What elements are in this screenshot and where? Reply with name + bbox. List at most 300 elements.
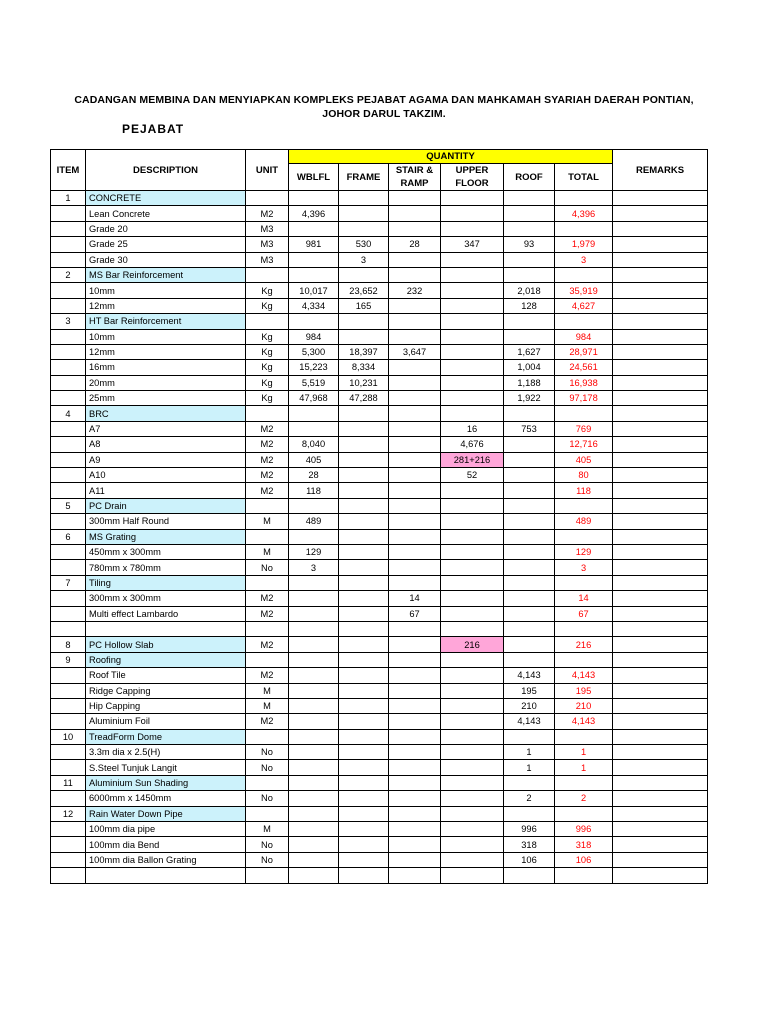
remarks-cell <box>613 314 708 329</box>
upper-floor-cell: 4,676 <box>441 437 504 452</box>
roof-cell: 4,143 <box>504 714 555 729</box>
wblfl-cell <box>289 314 339 329</box>
unit-cell: Kg <box>246 298 289 313</box>
roof-cell: 128 <box>504 298 555 313</box>
item-cell <box>51 668 86 683</box>
item-cell <box>51 714 86 729</box>
upper-floor-cell <box>441 745 504 760</box>
total-cell: 16,938 <box>555 375 613 390</box>
unit-cell: M2 <box>246 483 289 498</box>
wblfl-cell: 5,300 <box>289 344 339 359</box>
remarks-cell <box>613 483 708 498</box>
roof-cell <box>504 437 555 452</box>
upper-floor-cell <box>441 621 504 636</box>
remarks-cell <box>613 606 708 621</box>
upper-floor-cell <box>441 360 504 375</box>
wblfl-cell <box>289 606 339 621</box>
description-cell: 6000mm x 1450mm <box>86 791 246 806</box>
item-cell <box>51 621 86 636</box>
remarks-cell <box>613 652 708 667</box>
roof-cell: 1,627 <box>504 344 555 359</box>
item-cell: 8 <box>51 637 86 652</box>
total-cell <box>555 775 613 790</box>
stair-ramp-cell: 232 <box>389 283 441 298</box>
frame-cell <box>339 837 389 852</box>
stair-ramp-cell <box>389 560 441 575</box>
frame-cell: 47,288 <box>339 391 389 406</box>
unit-cell: M <box>246 514 289 529</box>
unit-cell: M <box>246 683 289 698</box>
stair-ramp-cell <box>389 668 441 683</box>
frame-cell <box>339 621 389 636</box>
remarks-cell <box>613 637 708 652</box>
unit-cell <box>246 775 289 790</box>
frame-cell <box>339 221 389 236</box>
total-cell: 4,396 <box>555 206 613 221</box>
unit-cell: M2 <box>246 591 289 606</box>
wblfl-cell <box>289 837 339 852</box>
upper-floor-cell <box>441 314 504 329</box>
frame-cell <box>339 437 389 452</box>
frame-cell <box>339 544 389 559</box>
description-cell: A8 <box>86 437 246 452</box>
table-row <box>51 375 708 390</box>
table-body <box>51 191 708 884</box>
wblfl-cell <box>289 406 339 421</box>
description-cell: 100mm dia Ballon Grating <box>86 852 246 867</box>
wblfl-cell <box>289 868 339 883</box>
item-cell <box>51 745 86 760</box>
wblfl-cell <box>289 683 339 698</box>
stair-ramp-cell <box>389 791 441 806</box>
description-cell: TreadForm Dome <box>86 729 246 744</box>
table-row <box>51 514 708 529</box>
frame-cell <box>339 775 389 790</box>
stair-ramp-cell <box>389 314 441 329</box>
description-cell <box>86 868 246 883</box>
table-row <box>51 221 708 236</box>
description-cell: 3.3m dia x 2.5(H) <box>86 745 246 760</box>
table-row <box>51 483 708 498</box>
roof-cell <box>504 406 555 421</box>
item-cell <box>51 298 86 313</box>
item-cell <box>51 252 86 267</box>
description-cell: PC Drain <box>86 498 246 513</box>
table-row <box>51 729 708 744</box>
roof-cell <box>504 252 555 267</box>
unit-cell: M <box>246 544 289 559</box>
stair-ramp-cell <box>389 267 441 282</box>
table-row <box>51 206 708 221</box>
frame-cell <box>339 406 389 421</box>
wblfl-cell <box>289 498 339 513</box>
wblfl-cell: 3 <box>289 560 339 575</box>
wblfl-cell <box>289 852 339 867</box>
upper-floor-cell <box>441 329 504 344</box>
wblfl-cell: 129 <box>289 544 339 559</box>
frame-cell: 165 <box>339 298 389 313</box>
table-row <box>51 760 708 775</box>
remarks-cell <box>613 298 708 313</box>
upper-floor-cell <box>441 852 504 867</box>
unit-cell: Kg <box>246 360 289 375</box>
total-cell <box>555 806 613 821</box>
total-cell: 14 <box>555 591 613 606</box>
stair-ramp-cell <box>389 698 441 713</box>
total-cell <box>555 868 613 883</box>
wblfl-cell: 10,017 <box>289 283 339 298</box>
roof-cell <box>504 652 555 667</box>
item-cell <box>51 791 86 806</box>
remarks-cell <box>613 714 708 729</box>
frame-cell: 3 <box>339 252 389 267</box>
wblfl-cell <box>289 668 339 683</box>
roof-cell <box>504 621 555 636</box>
table-row <box>51 575 708 590</box>
roof-cell <box>504 221 555 236</box>
roof-cell: 106 <box>504 852 555 867</box>
description-cell: 300mm x 300mm <box>86 591 246 606</box>
total-cell <box>555 498 613 513</box>
total-cell: 35,919 <box>555 283 613 298</box>
description-cell: CONCRETE <box>86 191 246 206</box>
stair-ramp-cell: 14 <box>389 591 441 606</box>
header-upper-floor <box>441 164 504 191</box>
remarks-cell <box>613 621 708 636</box>
stair-ramp-cell <box>389 852 441 867</box>
description-cell: 100mm dia pipe <box>86 822 246 837</box>
frame-cell <box>339 468 389 483</box>
roof-cell <box>504 452 555 467</box>
unit-cell: M2 <box>246 637 289 652</box>
stair-ramp-cell <box>389 652 441 667</box>
remarks-cell <box>613 391 708 406</box>
item-cell <box>51 452 86 467</box>
unit-cell: No <box>246 560 289 575</box>
unit-cell: M2 <box>246 468 289 483</box>
frame-cell <box>339 191 389 206</box>
description-cell: 10mm <box>86 329 246 344</box>
upper-floor-cell <box>441 775 504 790</box>
unit-cell: M2 <box>246 668 289 683</box>
stair-ramp-cell <box>389 683 441 698</box>
document-title-line-1: CADANGAN MEMBINA DAN MENYIAPKAN KOMPLEKS PEJABAT AGAMA DAN MAHKAMAH SYARIAH DAERAH PONTIAN, <box>74 94 694 106</box>
total-cell <box>555 406 613 421</box>
total-cell <box>555 191 613 206</box>
roof-cell: 210 <box>504 698 555 713</box>
unit-cell: No <box>246 852 289 867</box>
remarks-cell <box>613 729 708 744</box>
total-cell <box>555 575 613 590</box>
description-cell: 10mm <box>86 283 246 298</box>
total-cell <box>555 729 613 744</box>
remarks-cell <box>613 837 708 852</box>
roof-cell: 2 <box>504 791 555 806</box>
header-stair-ramp <box>389 164 441 191</box>
roof-cell <box>504 729 555 744</box>
table-row <box>51 329 708 344</box>
remarks-cell <box>613 806 708 821</box>
stair-ramp-cell: 67 <box>389 606 441 621</box>
stair-ramp-cell <box>389 406 441 421</box>
description-cell: Hip Capping <box>86 698 246 713</box>
total-cell: 4,143 <box>555 668 613 683</box>
frame-cell <box>339 822 389 837</box>
upper-floor-cell <box>441 514 504 529</box>
item-cell <box>51 344 86 359</box>
unit-cell <box>246 267 289 282</box>
unit-cell: M <box>246 822 289 837</box>
item-cell <box>51 822 86 837</box>
roof-cell: 1,004 <box>504 360 555 375</box>
unit-cell: M2 <box>246 437 289 452</box>
table-row <box>51 344 708 359</box>
unit-cell: No <box>246 760 289 775</box>
upper-floor-cell: 347 <box>441 237 504 252</box>
total-cell: 195 <box>555 683 613 698</box>
item-cell <box>51 544 86 559</box>
item-cell <box>51 206 86 221</box>
table-row <box>51 637 708 652</box>
header-unit: UNIT <box>246 150 289 191</box>
document-title-line-2: JOHOR DARUL TAKZIM. <box>322 108 446 120</box>
roof-cell <box>504 267 555 282</box>
roof-cell: 753 <box>504 421 555 436</box>
stair-ramp-cell <box>389 714 441 729</box>
item-cell: 6 <box>51 529 86 544</box>
wblfl-cell <box>289 421 339 436</box>
table-row <box>51 437 708 452</box>
unit-cell: M3 <box>246 237 289 252</box>
unit-cell <box>246 529 289 544</box>
roof-cell <box>504 868 555 883</box>
frame-cell <box>339 421 389 436</box>
upper-floor-cell <box>441 837 504 852</box>
frame-cell <box>339 514 389 529</box>
frame-cell: 8,334 <box>339 360 389 375</box>
header-total: TOTAL <box>555 164 613 191</box>
total-cell: 216 <box>555 637 613 652</box>
wblfl-cell <box>289 698 339 713</box>
description-cell: Grade 30 <box>86 252 246 267</box>
unit-cell <box>246 498 289 513</box>
stair-ramp-cell <box>389 868 441 883</box>
total-cell: 28,971 <box>555 344 613 359</box>
total-cell: 129 <box>555 544 613 559</box>
wblfl-cell <box>289 575 339 590</box>
frame-cell: 18,397 <box>339 344 389 359</box>
roof-cell <box>504 483 555 498</box>
unit-cell: M3 <box>246 252 289 267</box>
item-cell <box>51 606 86 621</box>
stair-ramp-cell <box>389 298 441 313</box>
item-cell: 9 <box>51 652 86 667</box>
description-cell: Grade 20 <box>86 221 246 236</box>
unit-cell: M2 <box>246 606 289 621</box>
roof-cell <box>504 514 555 529</box>
upper-floor-cell <box>441 283 504 298</box>
table-row <box>51 852 708 867</box>
total-cell: 24,561 <box>555 360 613 375</box>
item-cell <box>51 329 86 344</box>
table-row <box>51 606 708 621</box>
total-cell: 3 <box>555 560 613 575</box>
stair-ramp-cell <box>389 221 441 236</box>
upper-floor-cell <box>441 267 504 282</box>
roof-cell <box>504 544 555 559</box>
upper-floor-cell <box>441 683 504 698</box>
roof-cell <box>504 468 555 483</box>
frame-cell <box>339 206 389 221</box>
stair-ramp-cell <box>389 729 441 744</box>
upper-floor-cell <box>441 191 504 206</box>
header-upper-line2: FLOOR <box>455 178 489 189</box>
wblfl-cell: 47,968 <box>289 391 339 406</box>
item-cell: 7 <box>51 575 86 590</box>
roof-cell <box>504 806 555 821</box>
bill-of-quantities-table <box>50 149 708 884</box>
description-cell: 12mm <box>86 298 246 313</box>
remarks-cell <box>613 360 708 375</box>
description-cell: Roofing <box>86 652 246 667</box>
unit-cell <box>246 621 289 636</box>
frame-cell <box>339 529 389 544</box>
stair-ramp-cell <box>389 544 441 559</box>
upper-floor-cell <box>441 652 504 667</box>
stair-ramp-cell <box>389 252 441 267</box>
total-cell <box>555 221 613 236</box>
item-cell: 11 <box>51 775 86 790</box>
wblfl-cell: 405 <box>289 452 339 467</box>
wblfl-cell <box>289 745 339 760</box>
wblfl-cell <box>289 621 339 636</box>
table-row <box>51 591 708 606</box>
total-cell: 67 <box>555 606 613 621</box>
remarks-cell <box>613 437 708 452</box>
item-cell: 10 <box>51 729 86 744</box>
wblfl-cell: 984 <box>289 329 339 344</box>
roof-cell <box>504 529 555 544</box>
roof-cell: 1 <box>504 745 555 760</box>
table-row <box>51 406 708 421</box>
remarks-cell <box>613 822 708 837</box>
upper-floor-cell: 16 <box>441 421 504 436</box>
description-cell: A7 <box>86 421 246 436</box>
upper-floor-cell <box>441 760 504 775</box>
description-cell: HT Bar Reinforcement <box>86 314 246 329</box>
frame-cell <box>339 668 389 683</box>
frame-cell <box>339 267 389 282</box>
wblfl-cell: 15,223 <box>289 360 339 375</box>
total-cell: 4,627 <box>555 298 613 313</box>
wblfl-cell <box>289 775 339 790</box>
remarks-cell <box>613 375 708 390</box>
frame-cell <box>339 745 389 760</box>
wblfl-cell <box>289 267 339 282</box>
frame-cell: 530 <box>339 237 389 252</box>
table-row <box>51 837 708 852</box>
upper-floor-cell <box>441 483 504 498</box>
wblfl-cell <box>289 760 339 775</box>
table-row <box>51 560 708 575</box>
total-cell <box>555 267 613 282</box>
total-cell <box>555 621 613 636</box>
description-cell: Tiling <box>86 575 246 590</box>
total-cell: 118 <box>555 483 613 498</box>
table-row <box>51 468 708 483</box>
frame-cell <box>339 483 389 498</box>
description-cell: PC Hollow Slab <box>86 637 246 652</box>
wblfl-cell: 489 <box>289 514 339 529</box>
unit-cell: M <box>246 698 289 713</box>
remarks-cell <box>613 529 708 544</box>
header-upper-line1: UPPER <box>455 165 489 176</box>
item-cell <box>51 514 86 529</box>
wblfl-cell: 28 <box>289 468 339 483</box>
table-row <box>51 621 708 636</box>
unit-cell <box>246 652 289 667</box>
unit-cell: Kg <box>246 391 289 406</box>
remarks-cell <box>613 760 708 775</box>
stair-ramp-cell <box>389 775 441 790</box>
upper-floor-cell <box>441 714 504 729</box>
upper-floor-cell <box>441 560 504 575</box>
table-row <box>51 452 708 467</box>
table-row <box>51 191 708 206</box>
item-cell <box>51 591 86 606</box>
frame-cell <box>339 560 389 575</box>
stair-ramp-cell <box>389 206 441 221</box>
upper-floor-cell <box>441 606 504 621</box>
header-stair-line1: STAIR & <box>395 165 434 176</box>
total-cell <box>555 652 613 667</box>
unit-cell <box>246 868 289 883</box>
remarks-cell <box>613 868 708 883</box>
item-cell <box>51 483 86 498</box>
description-cell: 780mm x 780mm <box>86 560 246 575</box>
roof-cell: 2,018 <box>504 283 555 298</box>
upper-floor-cell <box>441 221 504 236</box>
item-cell: 5 <box>51 498 86 513</box>
description-cell: 300mm Half Round <box>86 514 246 529</box>
total-cell: 1 <box>555 760 613 775</box>
description-cell: 450mm x 300mm <box>86 544 246 559</box>
total-cell: 80 <box>555 468 613 483</box>
item-cell <box>51 868 86 883</box>
upper-floor-cell: 216 <box>441 637 504 652</box>
unit-cell: Kg <box>246 344 289 359</box>
remarks-cell <box>613 498 708 513</box>
total-cell: 2 <box>555 791 613 806</box>
item-cell <box>51 375 86 390</box>
roof-cell <box>504 606 555 621</box>
unit-cell: No <box>246 837 289 852</box>
frame-cell <box>339 637 389 652</box>
table-row <box>51 868 708 883</box>
frame-cell <box>339 314 389 329</box>
description-cell: S.Steel Tunjuk Langit <box>86 760 246 775</box>
upper-floor-cell <box>441 375 504 390</box>
table-row <box>51 421 708 436</box>
frame-cell <box>339 852 389 867</box>
description-cell: Aluminium Foil <box>86 714 246 729</box>
table-row <box>51 806 708 821</box>
upper-floor-cell <box>441 406 504 421</box>
roof-cell: 996 <box>504 822 555 837</box>
roof-cell <box>504 314 555 329</box>
header-frame: FRAME <box>339 164 389 191</box>
description-cell: 16mm <box>86 360 246 375</box>
